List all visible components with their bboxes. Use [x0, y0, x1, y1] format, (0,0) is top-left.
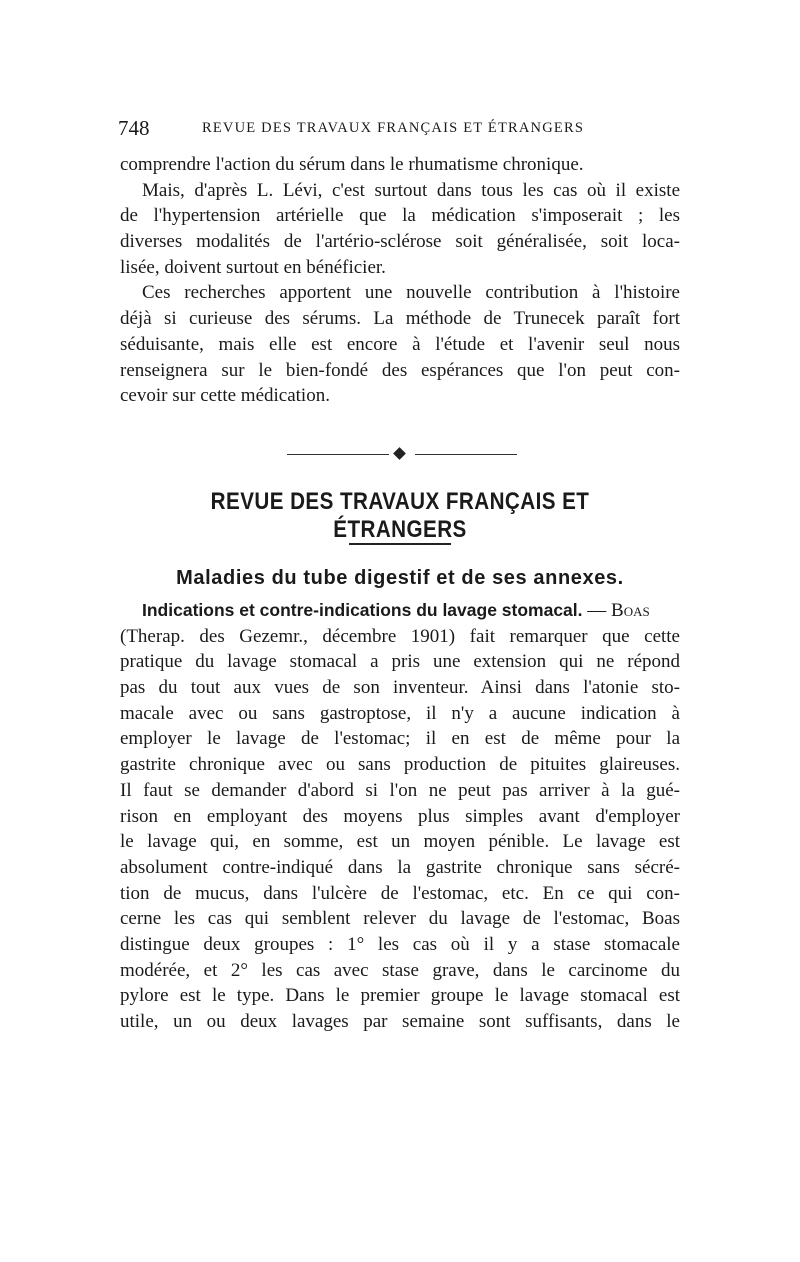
text-line: (Therap. des Gezemr., décembre 1901) fait remarquer que cette	[120, 625, 680, 647]
text-line: de l'hypertension artérielle que la médication s'imposerait ; les	[120, 205, 680, 227]
text-line: distingue deux groupes : 1° les cas où il y a stase stomacale	[120, 933, 680, 955]
text-line: Mais, d'après L. Lévi, c'est surtout dans tous les cas où il existe	[142, 179, 680, 201]
section-heading: REVUE DES TRAVAUX FRANÇAIS ET ÉTRANGERS	[210, 488, 590, 543]
article-author: Boas	[611, 600, 650, 621]
article-block	[120, 598, 680, 1035]
title-dash: —	[582, 600, 612, 621]
text-line: tion de mucus, dans l'ulcère de l'estomac, etc. En ce qui con-	[120, 882, 680, 904]
text-line: le lavage qui, en somme, est un moyen pénible. Le lavage est	[120, 831, 680, 853]
ornament-rule-left	[287, 454, 389, 455]
text-line: diverses modalités de l'artério-sclérose soit généralisée, soit loca-	[120, 231, 680, 253]
ornament-rule-right	[415, 454, 517, 455]
text-line: macale avec ou sans gastroptose, il n'y a aucune indication à	[120, 702, 680, 724]
text-line: pratique du lavage stomacal a pris une extension qui ne répond	[120, 651, 680, 673]
text-line: Ces recherches apportent une nouvelle contribution à l'histoire	[142, 282, 680, 304]
article-title: Indications et contre-indications du lavage stomacal.	[142, 600, 583, 620]
diamond-icon	[393, 447, 406, 460]
text-line: Il faut se demander d'abord si l'on ne peut pas arriver à la gué-	[120, 779, 680, 801]
text-line: lisée, doivent surtout en bénéficier.	[120, 256, 386, 278]
text-line: renseignera sur le bien-fondé des espérances que l'on peut con-	[120, 359, 680, 381]
page-number: 748	[118, 116, 150, 140]
running-title: REVUE DES TRAVAUX FRANÇAIS ET ÉTRANGERS	[202, 120, 585, 136]
top-text-block	[120, 152, 680, 409]
heading-rule	[349, 543, 451, 545]
article-first-line	[120, 598, 680, 624]
text-line: gastrite chronique avec ou sans production de pituites glaireuses.	[120, 754, 680, 776]
text-line: cevoir sur cette médication.	[120, 385, 330, 407]
text-line: cerne les cas qui semblent relever du lavage de l'estomac, Boas	[120, 908, 680, 930]
text-line: rison en employant des moyens plus simples avant d'employer	[120, 805, 680, 827]
text-line: absolument contre-indiqué dans la gastrite chronique sans sécré-	[120, 856, 680, 878]
text-line: modérée, et 2° les cas avec stase grave, dans le carcinome du	[120, 959, 680, 981]
text-line: séduisante, mais elle est encore à l'étude et l'avenir seul nous	[120, 333, 680, 355]
running-head	[118, 116, 680, 140]
text-line: déjà si curieuse des sérums. La méthode de Trunecek paraît fort	[120, 308, 680, 330]
separator-ornament	[287, 448, 517, 462]
text-line: comprendre l'action du sérum dans le rhumatisme chronique.	[120, 154, 584, 175]
text-line: pas du tout aux vues de son inventeur. Ainsi dans l'atonie sto-	[120, 677, 680, 699]
text-line: utile, un ou deux lavages par semaine sont suffisants, dans le	[120, 1011, 680, 1032]
text-line: pylore est le type. Dans le premier groupe le lavage stomacal est	[120, 985, 680, 1007]
section-subheading: Maladies du tube digestif et de ses annexes.	[176, 567, 624, 589]
text-line: employer le lavage de l'estomac; il en est de même pour la	[120, 728, 680, 750]
